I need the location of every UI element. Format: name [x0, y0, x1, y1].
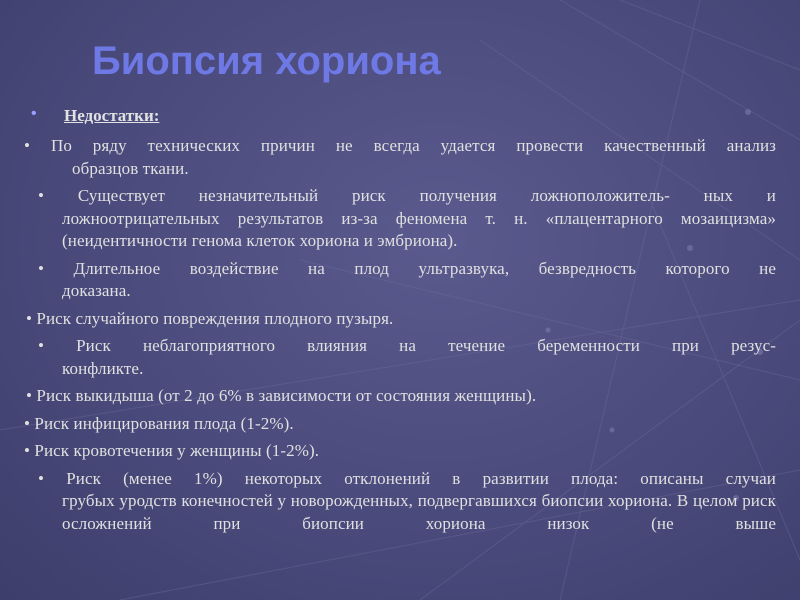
slide-title: Биопсия хориона [92, 39, 441, 83]
list-item [24, 468, 776, 536]
list-item-line: • Существует незначительный риск получения ложноположитель- ных и [38, 186, 776, 205]
list-item-continuation: конфликте. [62, 358, 144, 378]
list-item-continuation: доказана. [62, 281, 131, 300]
list-item [24, 135, 776, 180]
list-item-line: • Риск (менее 1%) некоторых отклонений в развитии плода: описаны случаи [38, 468, 776, 488]
list-item-continuation: грубых уродств конечностей у новорожденных, подвергавшихся биопсии хориона. В целом риск осложнений при биопсии хориона низок (не выше [62, 491, 776, 533]
list-item-line: • Риск неблагоприятного влияния на течение беременности при резус- [38, 336, 776, 355]
list-item [24, 308, 776, 331]
list-item [24, 440, 776, 463]
section-heading-disadvantages: Недостатки: [64, 106, 160, 125]
list-item-line: • Риск выкидыша (от 2 до 6% в зависимости от состояния женщины). [26, 386, 537, 405]
list-item-continuation: ложноотрицательных результатов из-за феномена т. н. «плацентарного мозаицизма» (неидентичности генома клеток хориона и эмбриона). [62, 208, 776, 250]
list-item-line: • Риск инфицирования плода (1-2%). [24, 413, 294, 433]
section-bullet: • [31, 105, 37, 122]
disadvantages-list [24, 135, 776, 535]
list-item [24, 413, 776, 436]
list-item-line: • По ряду технических причин не всегда удается провести качественный анализ [24, 136, 776, 155]
list-item [24, 185, 776, 253]
list-item-line: • Риск случайного повреждения плодного пузыря. [26, 308, 394, 328]
list-item-continuation: образцов ткани. [72, 158, 189, 178]
list-item-line: • Длительное воздействие на плод ультразвука, безвредность которого не [38, 258, 776, 278]
list-item [24, 385, 776, 408]
list-item [24, 335, 776, 380]
list-item [24, 258, 776, 303]
list-item-line: • Риск кровотечения у женщины (1-2%). [24, 441, 320, 460]
